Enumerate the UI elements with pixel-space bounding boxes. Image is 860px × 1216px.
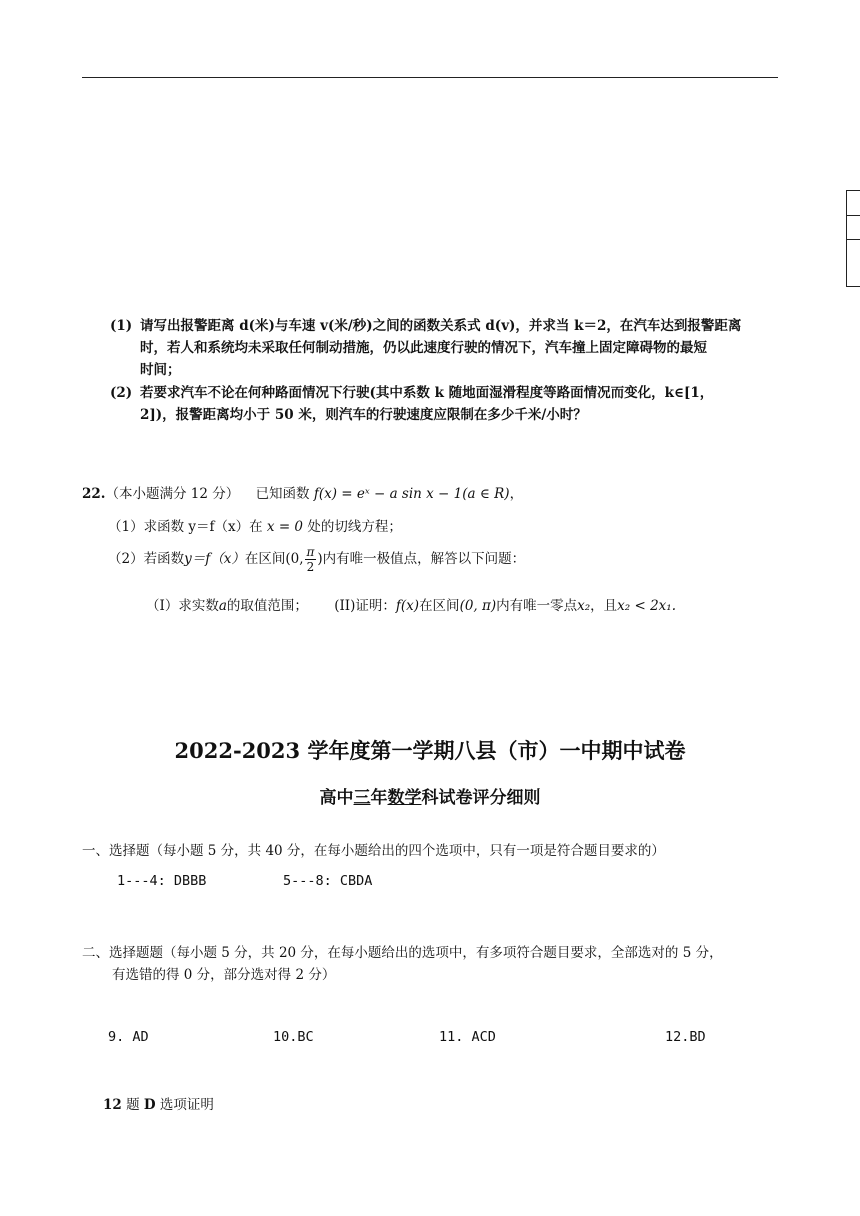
q22-sub2-x2: x₂ [577,598,591,614]
answer-key-title: 2022-2023 学年度第一学期八县（市）一中期中试卷 [174,738,686,763]
section1-answers-b: 5---8: CBDA [283,873,373,889]
section2-title-line1: 二、选择题题（每小题 5 分，共 20 分，在每小题给出的选项中，有多项符合题目要求，全部选对的 5 分， [82,945,723,961]
margin-box [846,190,860,287]
answer-12: 12.BD [665,1029,706,1045]
q22-sub2-mid: 在区间 [419,598,460,614]
proof-label-number: 12 [103,1097,122,1113]
q22-part2-mid: 在区间 [244,551,286,567]
q21-part1-line2: 时，若人和系统均未采取任何制动措施，仍以此速度行驶的情况下，汽车撞上固定障碍物的最短 [140,340,707,356]
q22-part2-interval-close: ) [317,551,323,567]
q22-sub2-mid2: 内有唯一零点 [496,598,578,614]
q22-sub2-text: (II)证明： [334,598,396,614]
q21-part2-line2: 2])，报警距离均小于 50 米，则汽车的行驶速度应限制在多少千米/小时？ [140,407,587,423]
q22-part2 [108,545,828,574]
q22-sub2-mid3: ，且 [590,598,618,614]
q21-part1-line1: 请写出报警距离 d(米)与车速 v(米/秒)之间的函数关系式 d(v)，并求当 k＝2，在汽车达到报警距离 [140,318,742,334]
q21-part1-line3: 时间； [140,362,181,378]
q22-sub2-interval: (0, π) [459,598,497,614]
q22-part1-tail: 处的切线方程； [307,519,402,535]
q22-points: （本小题满分 12 分） [105,486,240,502]
subtitle-mid: 年 [370,788,388,808]
q22-subparts [146,595,846,617]
subtitle-pre: 高中 [319,788,354,808]
q22-function-tail: ， [509,486,524,502]
section2-title-line2: 有选错的得 0 分，部分选对得 2 分） [112,967,336,983]
q22-part2-fraction [305,545,317,574]
q22-sub1-text: （I）求实数 [146,598,219,614]
q22-header [82,483,782,505]
q22-part1 [108,516,808,538]
q22-sub1-var: a [218,598,227,614]
answer-key-subtitle [0,783,860,808]
q22-sub2-inequality: x₂ < 2x₁. [617,598,676,614]
section1-answers-a: 1---4: DBBB [117,873,207,889]
fraction-numerator: π [306,545,315,559]
q22-part1-text: （1）求函数 y＝f（x）在 [108,519,263,535]
answer-10: 10.BC [273,1029,314,1045]
section1-title: 一、选择题（每小题 5 分，共 40 分，在每小题给出的四个选项中，只有一项是符合题目要求的） [82,843,665,859]
q21-part1-number: (1) [110,318,133,334]
q21-part2-line1: 若要求汽车不论在何种路面情况下行驶(其中系数 k 随地面湿滑程度等路面情况而变化，k∈[1， [140,385,714,401]
q22-intro: 已知函数 [255,486,310,502]
q22-part2-interval-open: (0, [285,551,304,567]
q21-part2 [140,382,790,426]
q21-part1 [140,315,790,381]
q12-proof-label [103,1094,214,1116]
proof-label-mid: 题 [121,1097,144,1113]
answer-9: 9. AD [108,1029,149,1045]
answer-11: 11. ACD [439,1029,496,1045]
subtitle-post: 科试卷评分细则 [421,788,541,808]
fraction-denominator: 2 [306,560,315,574]
q22-part2-tail: 内有唯一极值点，解答以下问题： [322,551,526,567]
subtitle-subject: 数学 [387,788,422,808]
q22-part2-text: （2）若函数 [108,551,185,567]
subtitle-grade: 三 [353,788,371,808]
q22-sub2-f: f(x) [395,598,420,614]
header-rule [82,77,778,78]
q22-function: f(x) = eˣ − a sin x − 1(a ∈ R) [313,486,510,502]
q22-number: 22. [82,486,106,502]
section2-title [82,942,822,986]
proof-label-option: D [143,1097,156,1113]
q21-part2-number: (2) [110,385,133,401]
q22-sub1-tail: 的取值范围； [226,598,308,614]
q22-part1-condition: x = 0 [266,519,304,535]
proof-label-tail: 选项证明 [155,1097,214,1113]
q22-part2-y: y＝f（x） [184,551,245,567]
